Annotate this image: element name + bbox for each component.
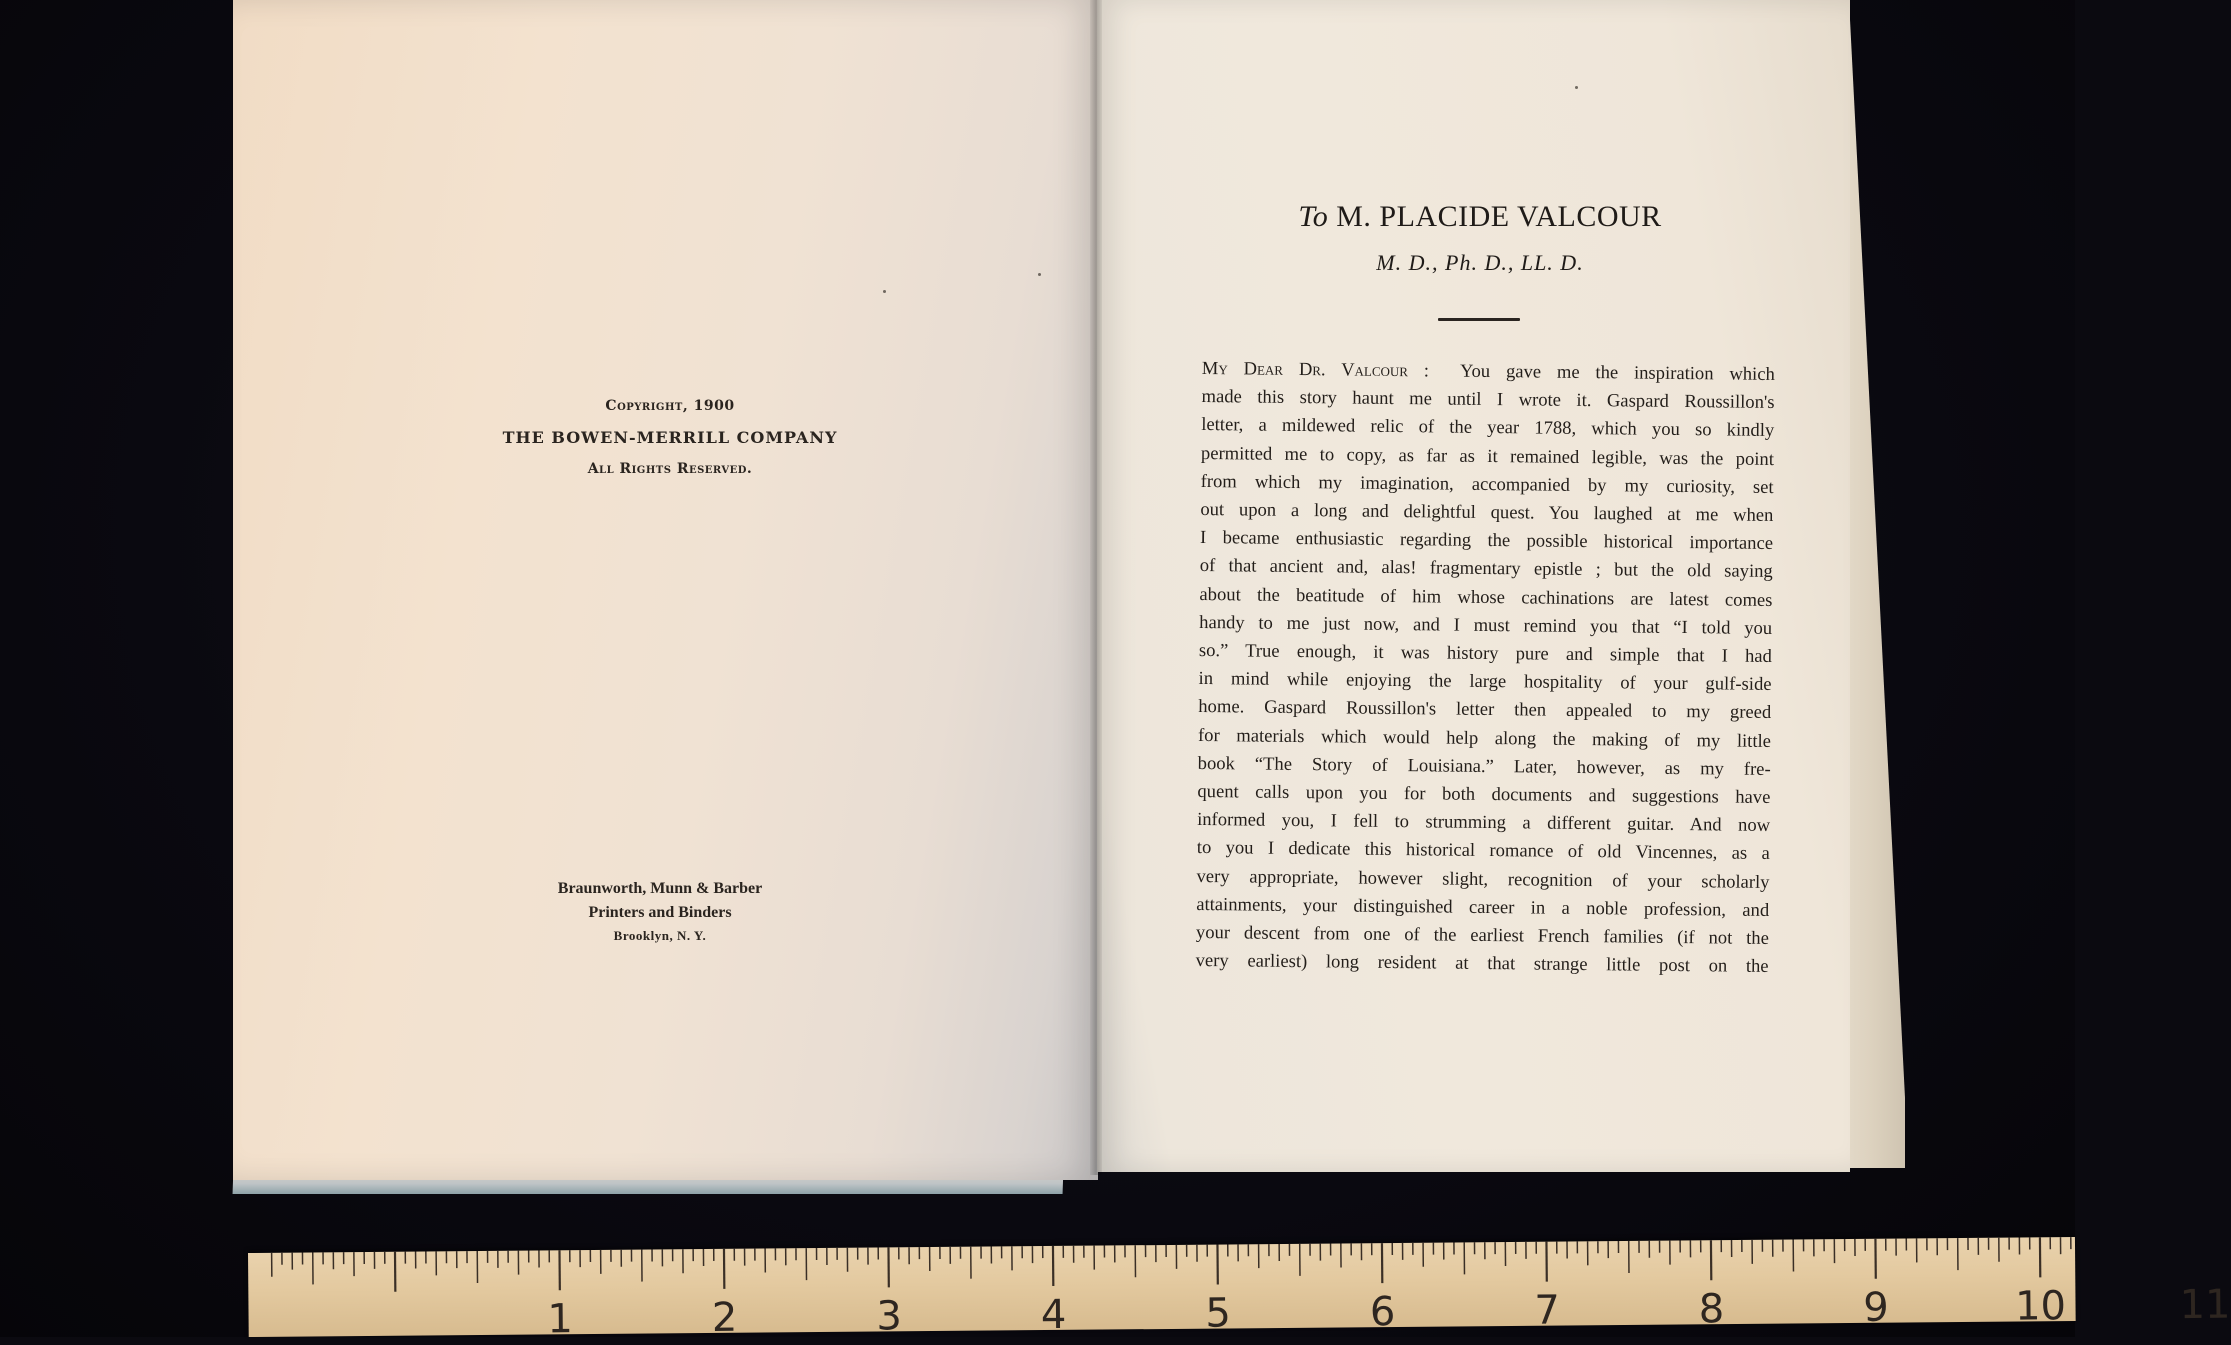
ruler-number: 5 [1205, 1290, 1231, 1336]
letter-line: of that ancient and, alas! fragmentary epistle ; but the old saying [1200, 552, 1773, 586]
ruler-number: 7 [1534, 1288, 1560, 1334]
publisher-name: THE BOWEN-MERRILL COMPANY [480, 428, 860, 447]
letter-line: I became enthusiastic regarding the possible historical importance [1200, 524, 1773, 558]
letter-line: your descent from one of the earliest French families (if not the [1196, 919, 1769, 953]
ruler-number: 6 [1370, 1289, 1396, 1335]
letter-line: from which my imagination, accompanied by my curiosity, set [1201, 468, 1774, 502]
letter-line: about the beatitude of him whose cachinations are latest comes [1199, 581, 1772, 615]
left-page [233, 0, 1098, 1180]
letter-line: very appropriate, however slight, recognition of your scholarly [1196, 863, 1769, 897]
ruler-number: 3 [876, 1293, 902, 1339]
letter-line: very earliest) long resident at that strange little post on the [1196, 947, 1769, 981]
ruler-number: 11 [2179, 1282, 2230, 1328]
letter-line: quent calls upon you for both documents and suggestions have [1197, 778, 1770, 812]
letter-line: My Dear Dr. Valcour : You gave me the inspiration which [1202, 355, 1775, 389]
printer-block [500, 880, 820, 944]
letter-line: to you I dedicate this historical romance of old Vincennes, as a [1197, 834, 1770, 868]
ornamental-rule [1438, 318, 1520, 321]
letter-line: home. Gaspard Roussillon's letter then appealed to my greed [1198, 693, 1771, 727]
letter-line: informed you, I fell to strumming a different guitar. And now [1197, 806, 1770, 840]
printer-role: Printers and Binders [500, 904, 820, 922]
rights-notice: All Rights Reserved. [480, 461, 860, 477]
ruler-number: 8 [1699, 1286, 1725, 1332]
ruler-number: 1 [547, 1296, 573, 1342]
letter-line: in mind while enjoying the large hospitality of your gulf-side [1198, 665, 1771, 699]
letter-line: attainments, your distinguished career in a noble profession, and [1196, 891, 1769, 925]
book-gutter [1090, 0, 1102, 1175]
ruler-ticks [248, 1237, 2076, 1337]
ruler-number: 4 [1041, 1292, 1067, 1338]
letter-line: for materials which would help along the making of my little [1198, 722, 1771, 756]
dedication-letter [1196, 355, 1775, 981]
letter-line: out upon a long and delightful quest. You laughed at me when [1200, 496, 1773, 530]
dust-speck [883, 290, 886, 293]
ruler-number: 9 [1863, 1285, 1889, 1331]
letter-line: permitted me to copy, as far as it remained legible, was the point [1201, 440, 1774, 474]
dust-speck [1038, 273, 1041, 276]
dedication-degrees: M. D., Ph. D., LL. D. [1200, 250, 1760, 276]
letter-salutation: My Dear Dr. Valcour : [1202, 358, 1429, 381]
letter-line: handy to me just now, and I must remind you that “I told you [1199, 609, 1772, 643]
letter-line: so.” True enough, it was history pure and simple that I had [1199, 637, 1772, 671]
measuring-ruler [248, 1237, 2076, 1337]
ruler-number: 10 [2015, 1283, 2066, 1329]
copyright-block [480, 398, 860, 477]
dedication-name: M. PLACIDE VALCOUR [1336, 200, 1661, 233]
dust-speck [1575, 86, 1578, 89]
printer-city: Brooklyn, N. Y. [500, 928, 820, 944]
letter-line: made this story haunt me until I wrote it. Gaspard Roussillon's [1201, 383, 1774, 417]
copyright-notice: Copyright, 1900 [480, 398, 860, 414]
ruler-number: 2 [712, 1295, 738, 1341]
letter-line: book “The Story of Louisiana.” Later, however, as my fre- [1198, 750, 1771, 784]
letter-line: letter, a mildewed relic of the year 1788, which you so kindly [1201, 411, 1774, 445]
dedication-to: To [1298, 200, 1328, 233]
printer-name: Braunworth, Munn & Barber [500, 880, 820, 898]
dedication-title [1200, 200, 1760, 234]
